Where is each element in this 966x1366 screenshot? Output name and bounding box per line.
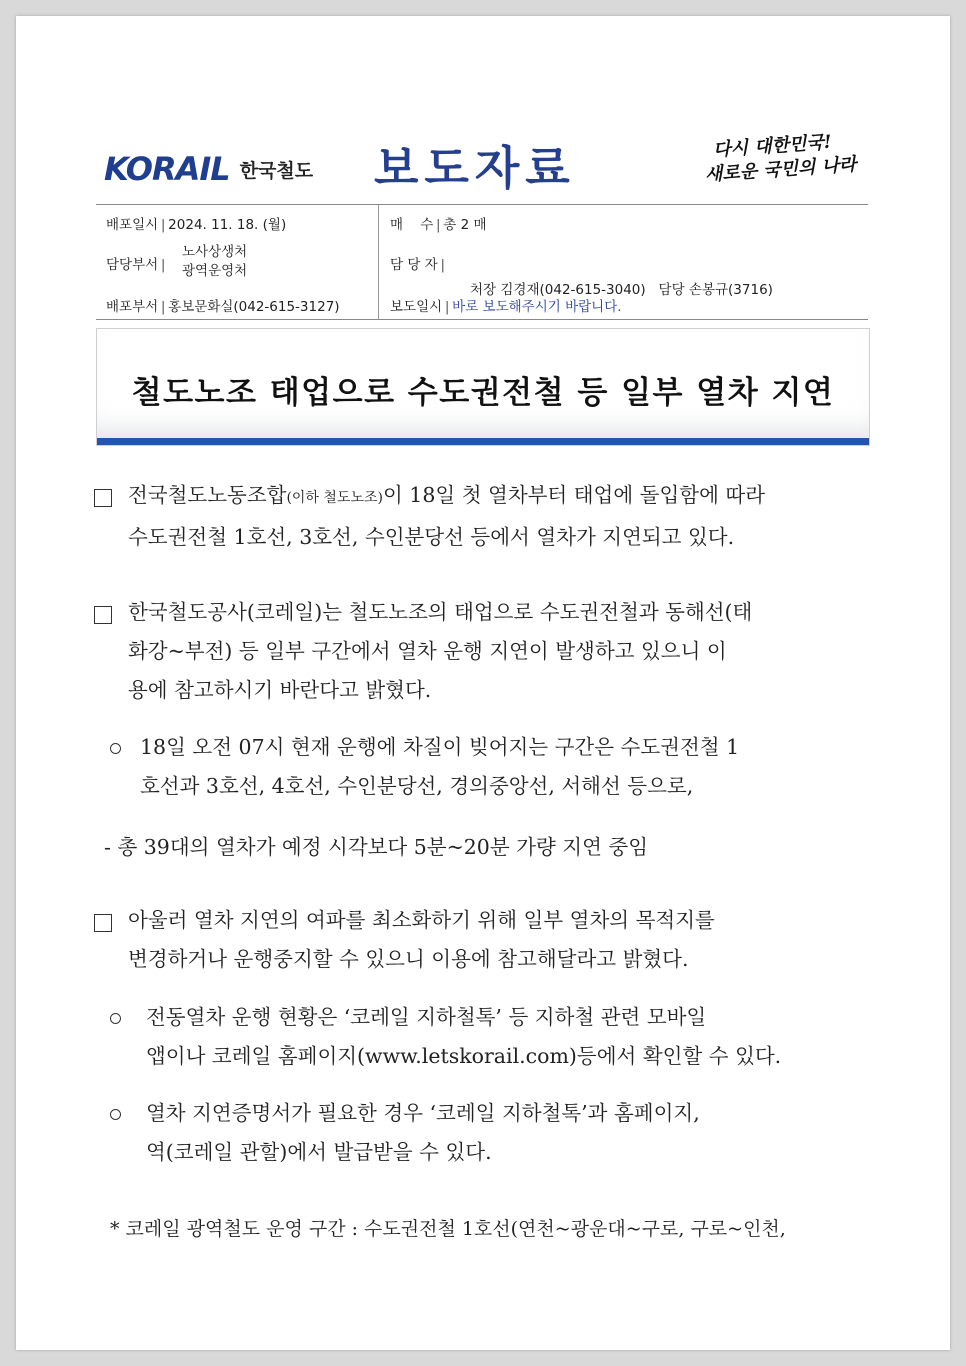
p1-text-small: (이하 철도노조): [286, 490, 383, 506]
slogan: [703, 128, 866, 187]
footnote: * 코레일 광역철도 운영 구간 : 수도권전철 1호선(연천~광운대~구로, 구로~인천,: [110, 1218, 786, 1240]
circle-bullet-icon: [110, 1013, 121, 1024]
circle-bullet-icon: [110, 1109, 121, 1120]
pages-value: 총 2 매: [443, 217, 487, 233]
dept-line-2: 광역운영처: [182, 263, 248, 279]
paragraph-1: [128, 476, 765, 557]
dist-date-value: 2024. 11. 18. (월): [168, 217, 287, 233]
korail-logo: [104, 144, 313, 194]
circle-item-3: [146, 1094, 700, 1172]
checkbox-square-icon: [94, 489, 112, 507]
headline: 철도노조 태업으로 수도권전철 등 일부 열차 지연: [131, 375, 835, 411]
release-value: 바로 보도해주시기 바랍니다.: [452, 299, 622, 315]
dash-item-1: - 총 39대의 열차가 예정 시각보다 5분~20분 가량 지연 중임: [104, 835, 649, 859]
headline-underline: [97, 438, 869, 445]
contact-line-1: 처장 김경재(042-615-3040) 담당 손봉규(3716): [470, 282, 773, 298]
p1-line-2: 수도권전철 1호선, 3호선, 수인분당선 등에서 열차가 지연되고 있다.: [128, 525, 735, 549]
info-table: [96, 204, 868, 320]
contact-label-cell: 담 당 자 |: [390, 253, 448, 273]
contact-label: 담 당 자: [390, 257, 438, 273]
p1-text-b: 이 18일 첫 열차부터 태업에 돌입함에 따라: [382, 483, 765, 507]
p1-text-a: 전국철도노동조합: [128, 483, 287, 507]
c3-line-1: 열차 지연증명서가 필요한 경우 ‘코레일 지하철톡’과 홈페이지,: [146, 1101, 700, 1125]
dept-values: [182, 243, 247, 281]
slogan-line-2: 새로운 국민의 나라: [704, 154, 858, 186]
release-row: 보도일시 | 바로 보도해주시기 바랍니다.: [390, 295, 622, 315]
paragraph-3: [128, 901, 715, 979]
table-divider: [378, 205, 379, 319]
pages-row: 매 수 | 총 2 매: [390, 213, 487, 233]
press-release-page: [16, 16, 950, 1350]
p3-line-2: 변경하거나 운행중지할 수 있으니 이용에 참고해달라고 밝혔다.: [128, 947, 689, 971]
c1-line-1: 18일 오전 07시 현재 운행에 차질이 빚어지는 구간은 수도권전철 1: [140, 735, 740, 759]
checkbox-square-icon: [94, 606, 112, 624]
dept-line-1: 노사상생처: [182, 244, 248, 260]
circle-item-1: [140, 728, 739, 806]
headline-box: [96, 328, 870, 446]
paragraph-2: [128, 593, 752, 710]
c2-line-1: 전동열차 운행 현황은 ‘코레일 지하철톡’ 등 지하철 관련 모바일: [146, 1005, 707, 1029]
logo-subtitle: 한국철도: [239, 159, 314, 182]
logo-text: KORAIL: [104, 150, 230, 188]
p2-line-2: 화강~부전) 등 일부 구간에서 열차 운행 지연이 발생하고 있으니 이: [128, 639, 727, 663]
slogan-line-1: 다시 대한민국!: [712, 131, 833, 161]
pages-label: 매 수: [390, 217, 434, 233]
c1-line-2: 호선과 3호선, 4호선, 수인분당선, 경의중앙선, 서해선 등으로,: [140, 774, 694, 798]
c2-line-2: 앱이나 코레일 홈페이지(www.letskorail.com)등에서 확인할 수 있다.: [146, 1044, 782, 1068]
dept-label-cell: 담당부서 |: [106, 253, 168, 273]
dist-dept-label: 배포부서: [106, 299, 159, 315]
circle-bullet-icon: [110, 743, 121, 754]
dist-date-label: 배포일시: [106, 217, 159, 233]
release-label: 보도일시: [390, 299, 443, 315]
p1-line-1: [128, 476, 765, 518]
document-title: 보도자료: [374, 141, 576, 195]
c3-line-2: 역(코레일 관할)에서 발급받을 수 있다.: [146, 1140, 492, 1164]
dist-dept-row: 배포부서 | 홍보문화실(042-615-3127): [106, 295, 340, 315]
p2-line-3: 용에 참고하시기 바란다고 밝혔다.: [128, 678, 432, 702]
dist-dept-value: 홍보문화실(042-615-3127): [168, 299, 340, 315]
dept-label: 담당부서: [106, 257, 159, 273]
circle-item-2: [146, 998, 781, 1076]
p2-line-1: 한국철도공사(코레일)는 철도노조의 태업으로 수도권전철과 동해선(태: [128, 600, 753, 624]
dist-date-row: 배포일시 | 2024. 11. 18. (월): [106, 213, 286, 233]
checkbox-square-icon: [94, 914, 112, 932]
p3-line-1: 아울러 열차 지연의 여파를 최소화하기 위해 일부 열차의 목적지를: [128, 908, 715, 932]
